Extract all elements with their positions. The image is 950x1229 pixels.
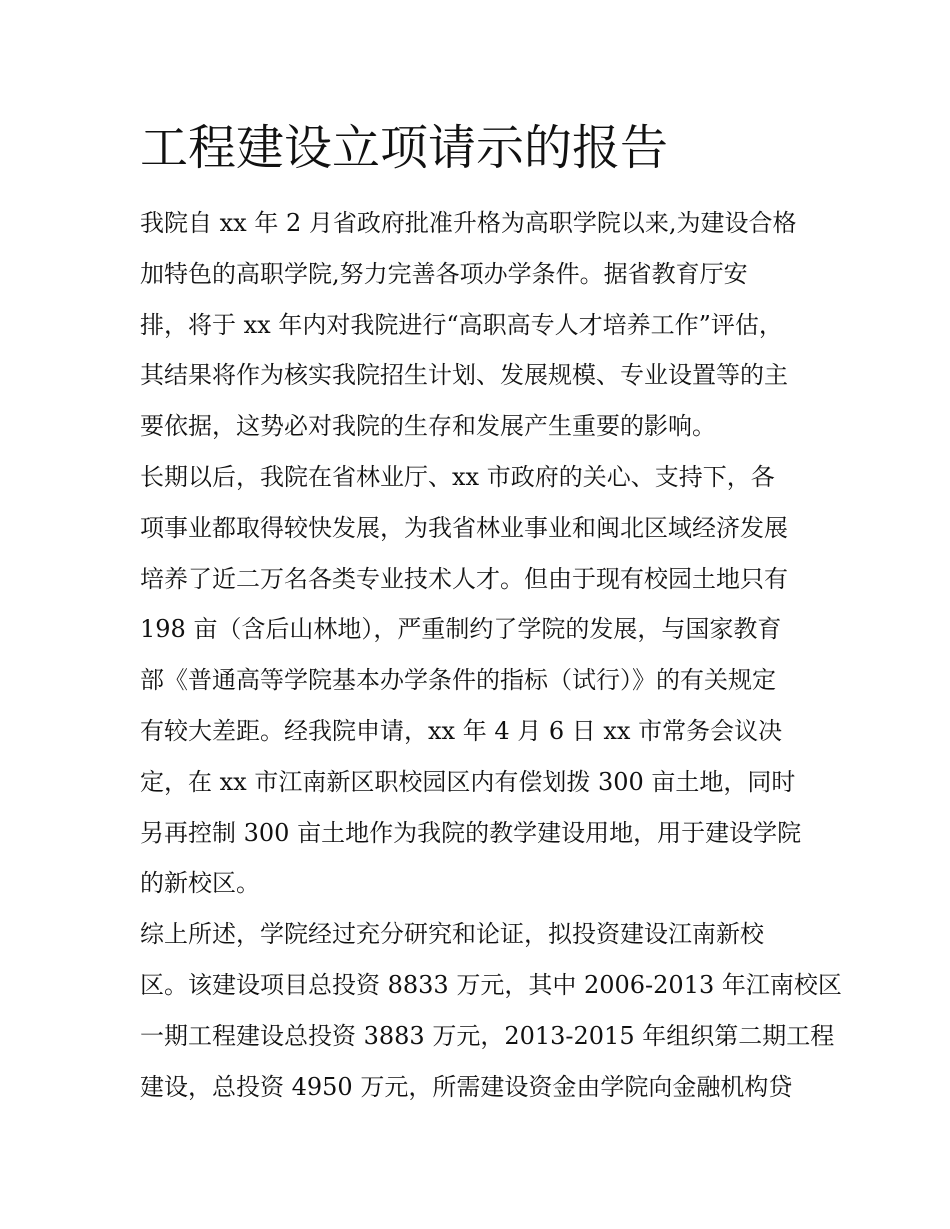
- text-line: 项事业都取得较快发展，为我省林业事业和闽北区域经济发展: [140, 513, 788, 542]
- text-line: 培养了近二万名各类专业技术人才。但由于现有校园土地只有: [140, 564, 788, 593]
- text-line: 的新校区。: [140, 869, 260, 898]
- paragraph-2: [140, 452, 820, 909]
- text-line: 另再控制 300 亩土地作为我院的教学建设用地，用于建设学院: [140, 818, 802, 847]
- text-line: 综上所述，学院经过充分研究和论证，拟投资建设江南新校: [140, 920, 764, 949]
- text-line: 长期以后，我院在省林业厅、xx 市政府的关心、支持下，各: [140, 462, 775, 491]
- text-line: 部《普通高等学院基本办学条件的指标（试行）》的有关规定: [140, 666, 776, 695]
- text-line: 建设，总投资 4950 万元，所需建设资金由学院向金融机构贷: [140, 1072, 793, 1101]
- text-line: 有较大差距。经我院申请，xx 年 4 月 6 日 xx 市常务会议决: [140, 716, 783, 745]
- text-line: 要依据，这势必对我院的生存和发展产生重要的影响。: [140, 412, 716, 441]
- text-line: 加特色的高职学院,努力完善各项办学条件。据省教育厅安: [140, 259, 748, 288]
- text-line: 定，在 xx 市江南新区职校园区内有偿划拨 300 亩土地，同时: [140, 767, 796, 796]
- text-line: 我院自 xx 年 2 月省政府批准升格为高职学院以来,为建设合格: [140, 209, 797, 237]
- paragraph-3: [140, 909, 842, 1112]
- text-line: 排，将于 xx 年内对我院进行“高职高专人才培养工作”评估，: [140, 310, 783, 339]
- document-body: [140, 198, 842, 1112]
- text-line: 一期工程建设总投资 3883 万元，2013-2015 年组织第二期工程: [140, 1021, 835, 1050]
- text-line: 198 亩（含后山林地），严重制约了学院的发展，与国家教育: [140, 615, 782, 644]
- document-title: 工程建设立项请示的报告: [140, 120, 669, 176]
- paragraph-1: [140, 198, 820, 452]
- text-line: 区。该建设项目总投资 8833 万元，其中 2006-2013 年江南校区: [140, 970, 842, 999]
- text-line: 其结果将作为核实我院招生计划、发展规模、专业设置等的主: [140, 361, 788, 390]
